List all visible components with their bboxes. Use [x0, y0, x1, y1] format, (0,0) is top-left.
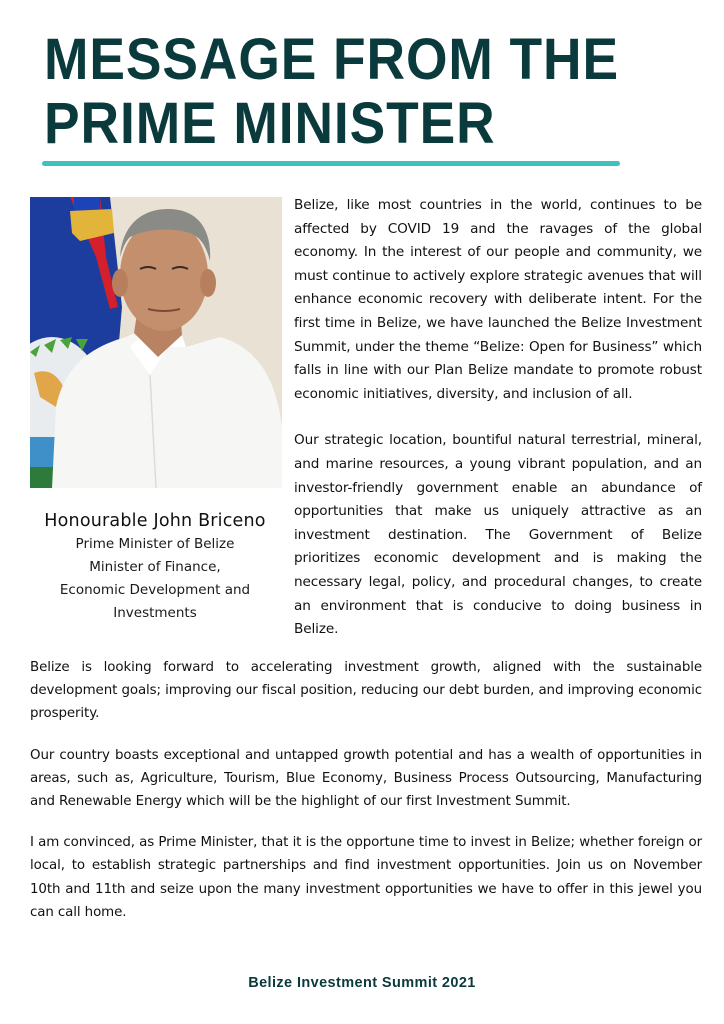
paragraph-2: Our strategic location, bountiful natural terrestrial, mineral, and marine resources, a young vibrant population, and an investor-friendly government enable an abundance of opportunities that make us uniquely attractive as an investment destination. The Government of Belize prioritizes economic development and is making the necessary legal, policy, and procedural changes, to create an environment that is conducive to doing business in Belize.	[294, 432, 702, 638]
paragraph-3: Belize is looking forward to accelerating investment growth, aligned with the sustainable development goals; improving our fiscal position, reducing our debt burden, and improving economic prosperity.	[30, 660, 702, 722]
right-column-text	[294, 194, 702, 642]
page-title	[44, 28, 633, 156]
paragraph-1: Belize, like most countries in the world, continues to be affected by COVID 19 and the ravages of the global economy. In the interest of our people and community, we must continue to actively explore strategic avenues that will enhance economic recovery with deliberate intent. For the first time in Belize, we have launched the Belize Investment Summit, under the theme “Belize: Open for Business” which falls in line with our Plan Belize mandate to promote robust economic initiatives, diversity, and inclusion of all.	[294, 197, 702, 402]
paragraph-5: I am convinced, as Prime Minister, that it is the opportune time to invest in Belize; whether foreign or local, to establish strategic partnerships and find investment opportunities. Join us on November 10th and 11th and seize upon the many investment opportunities we have to offer in this jewel you can call home.	[30, 835, 702, 920]
title-line-1: MESSAGE FROM THE	[44, 27, 620, 92]
caption-title-2: Minister of Finance,	[89, 559, 221, 575]
title-line-2: PRIME MINISTER	[44, 91, 496, 156]
caption-title-3: Economic Development and	[59, 582, 251, 598]
caption-name: Honourable John Briceno	[44, 511, 266, 531]
caption-title-1: Prime Minister of Belize	[75, 536, 235, 552]
portrait-illustration	[30, 197, 282, 488]
portrait-caption	[20, 509, 290, 625]
full-width-text	[30, 656, 702, 924]
footer-event-name: Belize Investment Summit 2021	[248, 975, 476, 991]
title-underline-divider	[42, 161, 620, 166]
paragraph-4: Our country boasts exceptional and untapped growth potential and has a wealth of opportunities in areas, such as, Agriculture, Tourism, Blue Economy, Business Process Outsourcing, Manufacturing and Renewable Energy which will be the highlight of our first Investment Summit.	[30, 747, 702, 810]
caption-title-4: Investments	[113, 605, 197, 621]
prime-minister-portrait	[30, 197, 282, 488]
